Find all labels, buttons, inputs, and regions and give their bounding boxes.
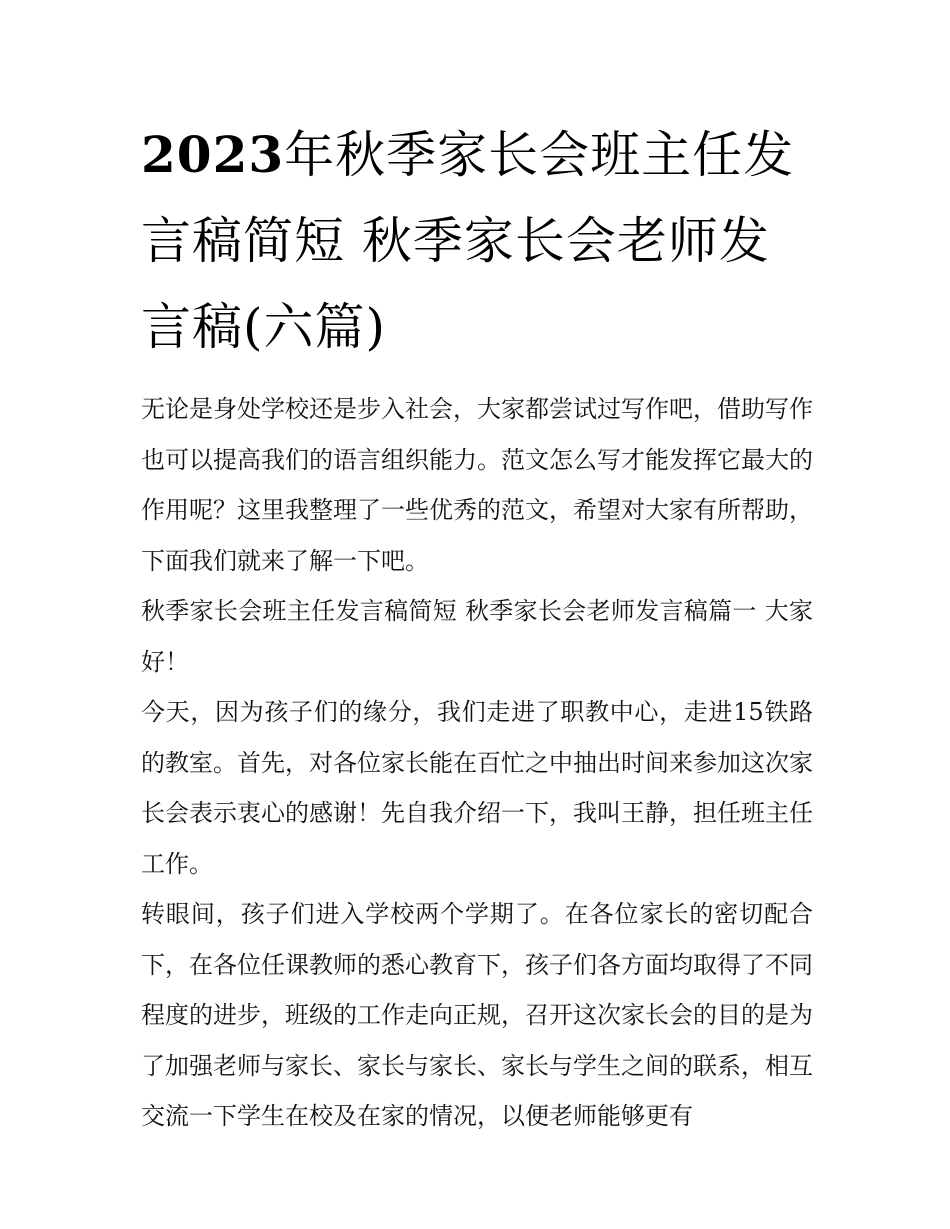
- document-title: [141, 112, 813, 370]
- document-content: [141, 112, 813, 1142]
- paragraph-section-heading: 秋季家长会班主任发言稿简短 秋季家长会老师发言稿篇一 大家好！: [141, 597, 813, 676]
- document-body: [141, 384, 813, 1142]
- document-title-year: 2023: [141, 125, 285, 184]
- paragraph-intro: 无论是身处学校还是步入社会，大家都尝试过写作吧，借助写作也可以提高我们的语言组织能力。范文怎么写才能发挥它最大的作用呢？这里我整理了一些优秀的范文，希望对大家有所帮助，下面我们就来了解一下吧。: [141, 395, 813, 575]
- paragraph-progress: 转眼间，孩子们进入学校两个学期了。在各位家长的密切配合下，在各位任课教师的悉心教育下，孩子们各方面均取得了不同程度的进步，班级的工作走向正规，召开这次家长会的目的是为了加强老师与家长、家长与家长、家长与学生之间的联系，相互交流一下学生在校及在家的情况，以便老师能够更有: [141, 900, 813, 1130]
- paragraph-self-introduction: 今天，因为孩子们的缘分，我们走进了职教中心，走进15铁路的教室。首先，对各位家长能在百忙之中抽出时间来参加这次家长会表示衷心的感谢！先自我介绍一下，我叫王静，担任班主任工作。: [141, 698, 813, 878]
- document-title-text: 年秋季家长会班主任发言稿简短 秋季家长会老师发言稿(六篇): [141, 126, 795, 356]
